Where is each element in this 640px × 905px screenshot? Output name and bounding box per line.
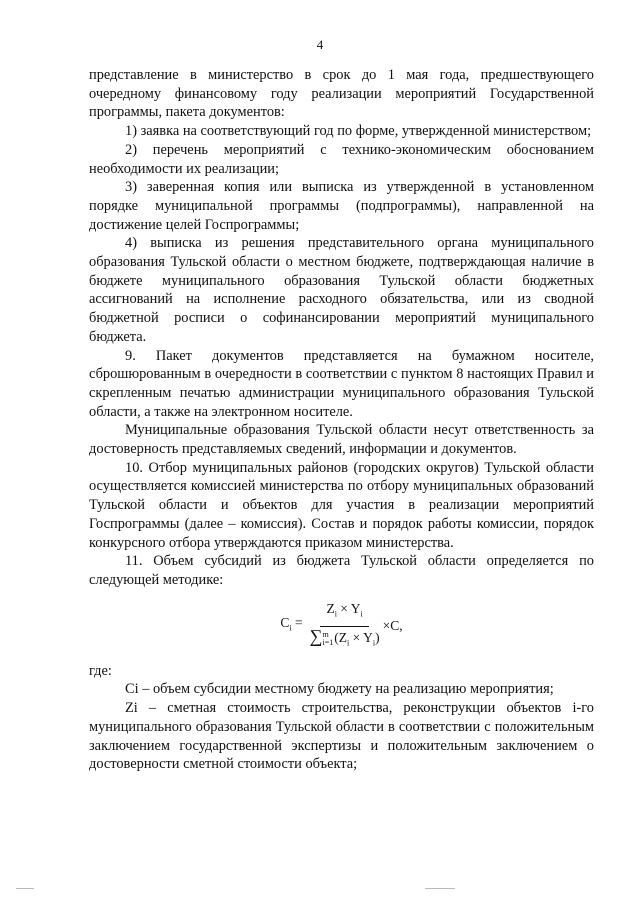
scan-artifact bbox=[16, 888, 34, 889]
where-label: где: bbox=[89, 662, 112, 679]
list-item-4: 4) выписка из решения представительного органа муниципального образования Тульской области о местном бюджете, подтверждающая наличие в бюджете муниципального образования Тульской области бюджетных ассигнований на исполнение расходного обязательства, или из сводной бюджетной росписи о софинансировании мероприятий муниципального бюджета. bbox=[89, 235, 594, 345]
list-item-1: 1) заявка на соответствующий год по форме, утвержденной министерством; bbox=[125, 123, 592, 140]
list-item-2: 2) перечень мероприятий с технико-экономическим обоснованием необходимости их реализации; bbox=[89, 141, 594, 177]
responsibility-paragraph: Муниципальные образования Тульской области несут ответственность за достоверность представляемых сведений, информации и документов. bbox=[89, 422, 594, 458]
formula-fraction bbox=[310, 600, 380, 654]
definition-ci: Ci – объем субсидии местному бюджету на реализацию мероприятия; bbox=[125, 681, 554, 698]
document-body bbox=[89, 66, 594, 774]
formula-numerator: $Z_i \times Y_i$ bbox=[320, 600, 368, 627]
page-number: 4 bbox=[316, 37, 324, 52]
scan-artifact bbox=[425, 888, 455, 889]
paragraph: представление в министерство в срок до 1 мая года, предшествующего очередному финансовому году реализации мероприятий Государственной программы, пакета документов: bbox=[89, 67, 594, 121]
subsidy-formula bbox=[89, 598, 594, 656]
clause-10: 10. Отбор муниципальных районов (городских округов) Тульской области осуществляется комиссией министерства по отбору муниципальных образований Тульской области и объектов для участия в реализации мероприятий Госпрограммы (далее – комиссия). Состав и порядок работы комиссии, порядок конкурсного отбора утверждаются приказом министерства. bbox=[89, 459, 594, 551]
clause-11: 11. Объем субсидий из бюджета Тульской области определяется по следующей методике: bbox=[89, 553, 594, 588]
clause-9: 9. Пакет документов представляется на бумажном носителе, сброшюрованным в очередности в соответствии с пунктом 8 настоящих Правил и скрепленным печатью администрации муниципального образования Тульской области, а также на электронном носителе. bbox=[89, 347, 594, 420]
definition-zi: Zi – сметная стоимость строительства, реконструкции объектов i-го муниципального образования Тульской области в соответствии с положительным заключением государственной экспертизы и положительным заключением о достоверности сметной стоимости объекта; bbox=[89, 700, 594, 773]
formula-lhs: $C_i$ = bbox=[280, 615, 303, 634]
list-item-3: 3) заверенная копия или выписка из утвержденной в установленном порядке муниципальной программы (подпрограммы), направленной на достижение целей Госпрограммы; bbox=[89, 179, 594, 233]
formula-tail: ×C, bbox=[382, 618, 403, 634]
formula-denominator: ∑ m i=1 $(Z_i \times Y_i)$ bbox=[309, 626, 380, 648]
